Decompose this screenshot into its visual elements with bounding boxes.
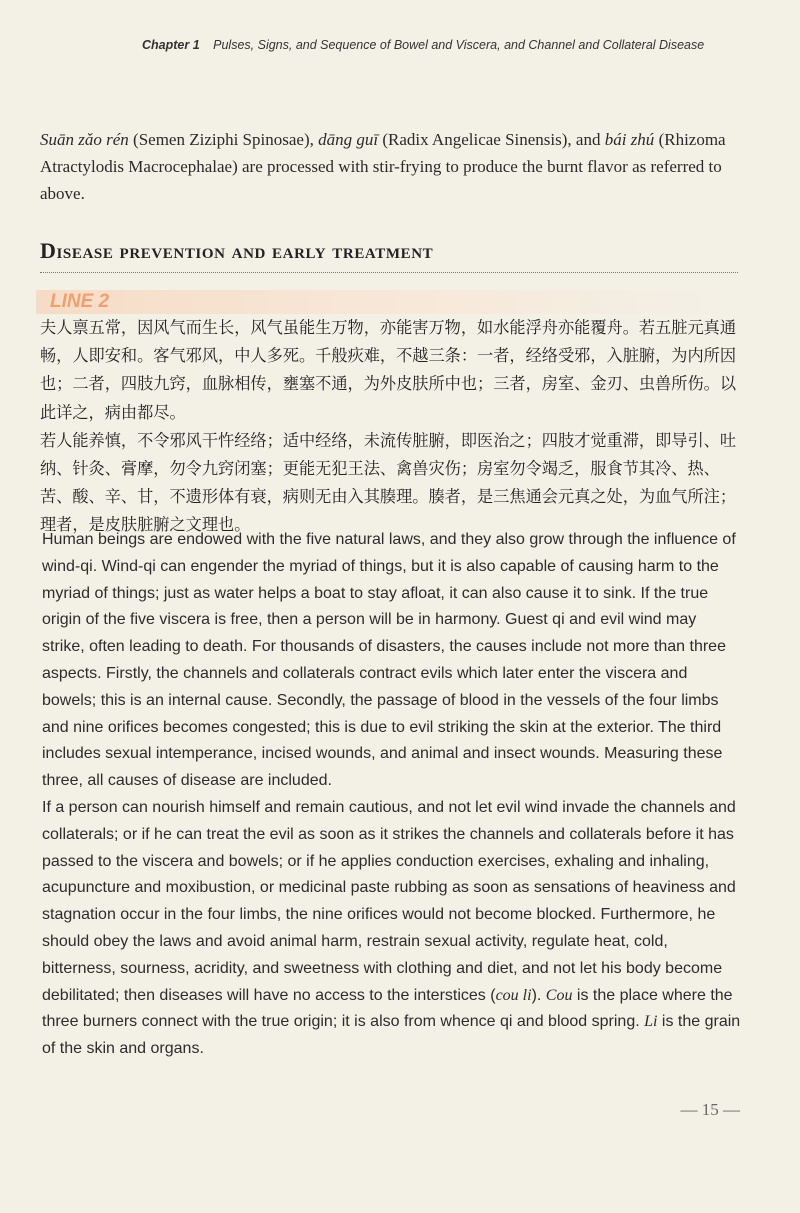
section-heading: Disease prevention and early treatment (40, 238, 738, 273)
chapter-number: Chapter 1 (142, 38, 200, 52)
line-label-bar (36, 290, 726, 314)
translation-text: is the place where the three burners connect with the true origin; it is also from whence qi and blood spring. (42, 986, 733, 1031)
chinese-original-text (40, 314, 740, 540)
translation-paragraph (42, 795, 742, 1063)
term-bai-zhu: bái zhú (604, 130, 655, 149)
translation-paragraph: Human beings are endowed with the five natural laws, and they also grow through the influence of wind-qi. Wind-qi can engender the myriad of things, but it is also capable of causing harm to the myriad of things; just as water helps a boat to stay afloat, it can also cause it to sink. If the true origin of the five viscera is free, then a person will be in harmony. Guest qi and evil wind may strike, often leading to death. For thousands of disasters, the causes include not more than three aspects. Firstly, the channels and collaterals contract evils which later enter the viscera and bowels; this is an internal cause. Secondly, the passage of blood in the vessels of the four limbs and nine orifices becomes congested; this is due to evil striking the skin at the exterior. The third includes sexual intemperance, incised wounds, and animal and insect wounds. Measuring these three, all causes of disease are included. (42, 531, 736, 790)
chinese-paragraph: 夫人禀五常，因风气而生长，风气虽能生万物，亦能害万物，如水能浮舟亦能覆舟。若五脏元真通畅，人即安和。客气邪风，中人多死。千般疢难，不越三条：一者，经络受邪，入脏腑，为内所因也；二者，四肢九窍，血脉相传，壅塞不通，为外皮肤所中也；三者，房室、金刃、虫兽所伤。以此详之，病由都尽。 (40, 318, 737, 422)
running-header (142, 38, 734, 52)
page-number: — 15 — (680, 1100, 740, 1119)
term-cou-li: cou li (495, 986, 532, 1004)
term-cou: Cou (545, 986, 573, 1004)
translation-text: If a person can nourish himself and remain cautious, and not let evil wind invade the channels and collaterals; or if he can treat the evil as soon as it strikes the channels and collaterals before it has passed to the viscera and bowels; or if he applies conduction exercises, exhaling and inhaling, acupuncture and moxibustion, or medicinal paste rubbing as soon as sensations of heaviness and stagnation occur in the four limbs, the nine orifices would not become blocked. Furthermore, he should obey the laws and avoid animal harm, restrain sexual activity, regulate heat, cold, bitterness, sourness, acridity, and sweetness with clothing and diet, and not let his body become debilitated; then diseases will have no access to the interstices ( (42, 798, 736, 1004)
chinese-paragraph: 若人能养慎，不令邪风干忤经络；适中经络，未流传脏腑，即医治之；四肢才觉重滞，即导引、吐纳、针灸、膏摩，勿令九窍闭塞；更能无犯王法、禽兽灾伤；房室勿令竭乏，服食节其冷、热、苦、酸、辛、甘，不遗形体有衰，病则无由入其腠理。腠者，是三焦通会元真之处，为血气所注；理者，是皮肤脏腑之文理也。 (40, 430, 737, 535)
english-translation (42, 527, 742, 1063)
term-suan-zao-ren: Suān zǎo rén (40, 130, 129, 149)
intro-paragraph (40, 126, 738, 207)
chapter-title: Pulses, Signs, and Sequence of Bowel and Viscera, and Channel and Collateral Disease (213, 38, 705, 52)
term-gloss: (Radix Angelicae Sinensis), and (378, 130, 605, 149)
term-gloss: (Semen Ziziphi Spinosae), (128, 130, 319, 149)
line-label: LINE 2 (50, 291, 110, 312)
term-dang-gui: dāng guī (318, 130, 379, 149)
translation-text: is the grain of the skin and organs. (42, 1013, 741, 1058)
term-li: Li (644, 1013, 658, 1031)
term-gloss: (Rhizoma Atractylodis Macrocephalae) are processed with stir-frying to produce the burnt flavor as referred to above. (40, 130, 726, 203)
translation-text: ). (531, 986, 546, 1004)
